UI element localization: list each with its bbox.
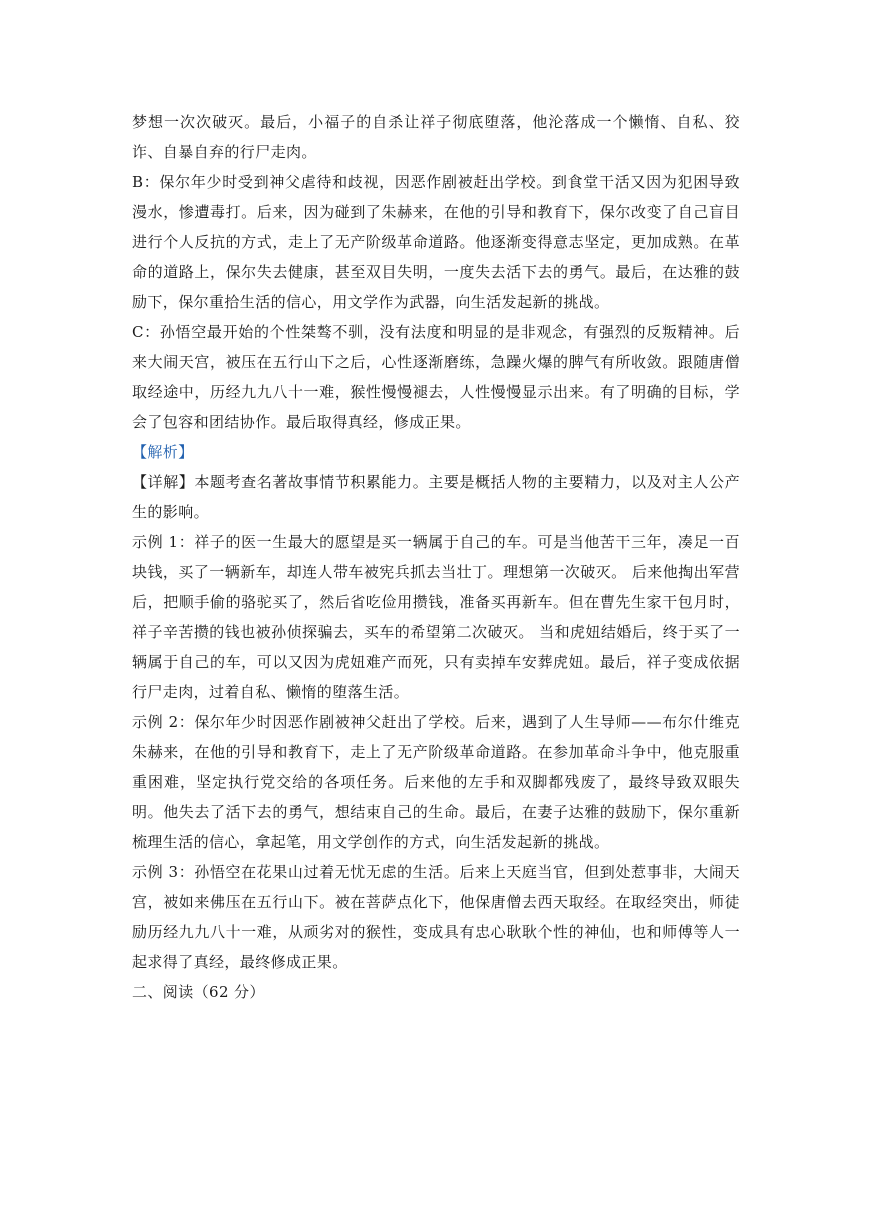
analysis-label: 【解析】 xyxy=(132,443,194,461)
paragraph-option-b: B：保尔年少时受到神父虐待和歧视，因恶作剧被赶出学校。到食堂干活又因为犯困导致漫水，惨遭毒打。后来，因为碰到了朱赫来，在他的引导和教育下，保尔改变了自己盲目进行个人反抗的方式，走上了无产阶级革命道路。他逐渐变得意志坚定，更加成熟。在革命的道路上，保尔失去健康，甚至双目失明，一度失去活下去的勇气。最后，在达雅的鼓励下，保尔重拾生活的信心，用文学作为武器，向生活发起新的挑战。 xyxy=(132,173,740,311)
example-1-paragraph: 示例 1：祥子的医一生最大的愿望是买一辆属于自己的车。可是当他苦干三年，凑足一百块钱，买了一辆新车，却连人带车被宪兵抓去当壮丁。理想第一次破灭。 后来他掏出军营后，把顺手偷的骆驼买了，然后省吃俭用攒钱，准备买再新车。但在曹先生家干包月时，祥子辛苦攒的钱也被孙侦探骗去，买车的希望第二次破灭。 当和虎妞结婚后，终于买了一辆属于自己的车，可以又因为虎妞难产而死，只有卖掉车安葬虎妞。最后，祥子变成依据行尸走肉，过着自私、懒惰的堕落生活。 xyxy=(132,533,740,701)
example-2-paragraph: 示例 2：保尔年少时因恶作剧被神父赶出了学校。后来，遇到了人生导师——布尔什维克朱赫来，在他的引导和教育下，走上了无产阶级革命道路。在参加革命斗争中，他克服重重困难，坚定执行党交给的各项任务。后来他的左手和双脚都残废了，最终导致双眼失明。他失去了活下去的勇气，想结束自己的生命。最后，在妻子达雅的鼓励下，保尔重新梳理生活的信心，拿起笔，用文学创作的方式，向生活发起新的挑战。 xyxy=(132,713,740,851)
paragraph-xiangzi-ending: 梦想一次次破灭。最后，小福子的自杀让祥子彻底堕落，他沦落成一个懒惰、自私、狡诈、自暴自弃的行尸走肉。 xyxy=(132,113,740,161)
paragraph-option-c: C：孙悟空最开始的个性桀骜不驯，没有法度和明显的是非观念，有强烈的反叛精神。后来大闹天宫，被压在五行山下之后，心性逐渐磨练，急躁火爆的脾气有所收敛。跟随唐僧取经途中，历经九九八十一难，猴性慢慢褪去，人性慢慢显示出来。有了明确的目标，学会了包容和团结协作。最后取得真经，修成正果。 xyxy=(132,323,740,431)
detail-paragraph: 【详解】本题考查名著故事情节积累能力。主要是概括人物的主要精力，以及对主人公产生的影响。 xyxy=(132,473,740,521)
example-3-paragraph: 示例 3：孙悟空在花果山过着无忧无虑的生活。后来上天庭当官，但到处惹事非，大闹天宫，被如来佛压在五行山下。被在菩萨点化下，他保唐僧去西天取经。在取经突出，师徒励历经九九八十一难，从顽劣对的猴性，变成具有忠心耿耿个性的神仙，也和师傅等人一起求得了真经，最终修成正果。 xyxy=(132,863,740,971)
section-heading: 二、阅读（62 分） xyxy=(132,983,265,1001)
page-content xyxy=(132,107,740,1007)
